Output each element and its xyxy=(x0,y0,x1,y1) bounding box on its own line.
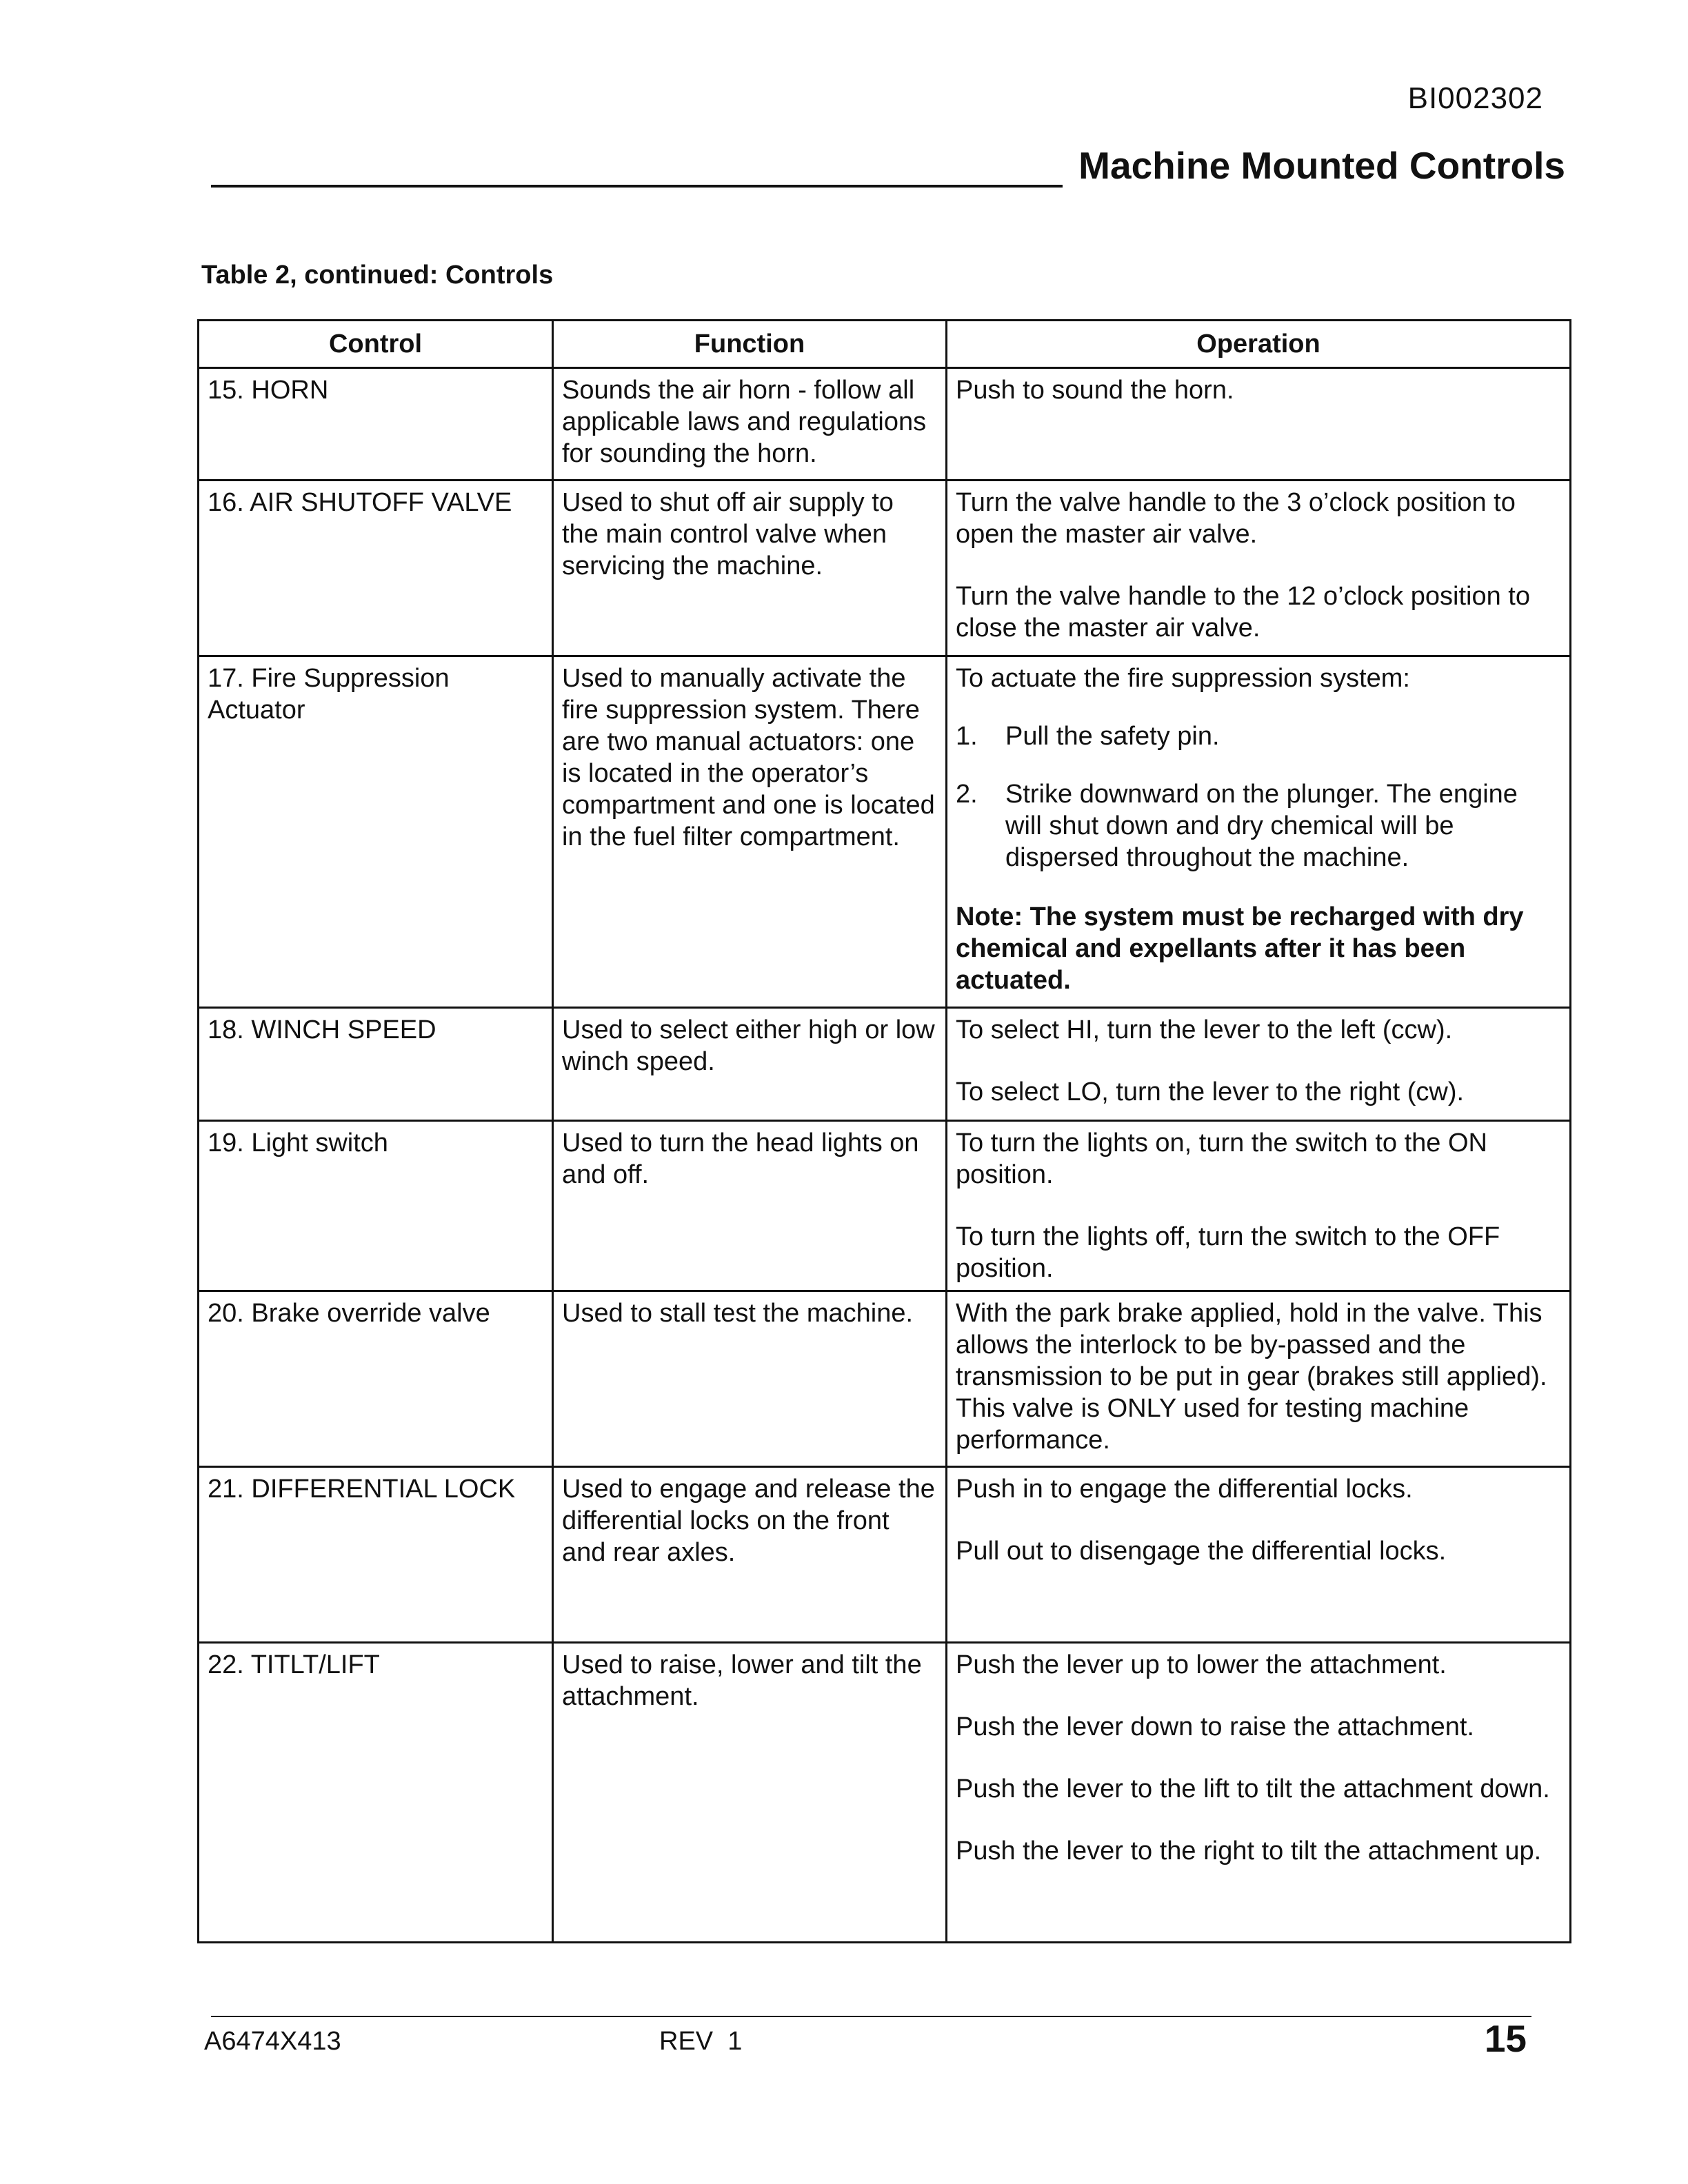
column-header-operation: Operation xyxy=(947,321,1571,368)
operation-intro: To actuate the fire suppression system: xyxy=(956,664,1410,693)
step-text: Strike downward on the plunger. The engine will shut down and dry chemical will be dispersed throughout the machine. xyxy=(1005,780,1518,872)
column-header-function: Function xyxy=(553,321,947,368)
footer-revision: REV 1 xyxy=(659,2027,743,2056)
header-rule xyxy=(211,185,1063,188)
operation-cell xyxy=(947,1008,1571,1121)
function-cell: Used to manually activate the fire suppression system. There are two manual actuators: one is located in the operator’s compartment and one is located in the fuel filter compartment. xyxy=(553,656,947,1008)
operation-text: Pull out to disengage the differential locks. xyxy=(956,1537,1447,1566)
control-cell: 17. Fire Suppression Actuator xyxy=(199,656,553,1008)
function-cell: Used to turn the head lights on and off. xyxy=(553,1121,947,1291)
function-cell: Used to select either high or low winch speed. xyxy=(553,1008,947,1121)
table-row xyxy=(199,1291,1571,1467)
operation-cell xyxy=(947,1121,1571,1291)
function-cell: Used to raise, lower and tilt the attachment. xyxy=(553,1643,947,1943)
operation-text: Turn the valve handle to the 3 o’clock position to open the master air valve. xyxy=(956,488,1516,549)
document-id: BI002302 xyxy=(1407,81,1543,115)
column-header-control: Control xyxy=(199,321,553,368)
table-row xyxy=(199,656,1571,1008)
control-cell: 19. Light switch xyxy=(199,1121,553,1291)
control-cell: 16. AIR SHUTOFF VALVE xyxy=(199,481,553,656)
page-number: 15 xyxy=(1484,2017,1527,2060)
table-header-row xyxy=(199,321,1571,368)
table-row xyxy=(199,1643,1571,1943)
list-item xyxy=(956,778,1561,873)
function-cell: Used to stall test the machine. xyxy=(553,1291,947,1467)
operation-text: To select HI, turn the lever to the left (ccw). xyxy=(956,1015,1453,1044)
table-caption: Table 2, continued: Controls xyxy=(201,261,554,290)
control-cell: 21. DIFFERENTIAL LOCK xyxy=(199,1467,553,1643)
operation-text: Turn the valve handle to the 12 o’clock position to close the master air valve. xyxy=(956,582,1530,643)
operation-cell xyxy=(947,1467,1571,1643)
operation-text: Push the lever to the lift to tilt the attachment down. xyxy=(956,1775,1550,1803)
operation-text: Push the lever up to lower the attachment. xyxy=(956,1650,1447,1679)
operation-text: Push to sound the horn. xyxy=(956,376,1234,405)
step-text: Pull the safety pin. xyxy=(1005,722,1220,751)
step-number: 1. xyxy=(956,722,978,751)
operation-note: Note: The system must be recharged with dry chemical and expellants after it has been actuated. xyxy=(956,902,1524,995)
operation-text: To turn the lights off, turn the switch to the OFF position. xyxy=(956,1222,1500,1283)
operation-text: To turn the lights on, turn the switch to the ON position. xyxy=(956,1129,1487,1189)
control-cell: 22. TITLT/LIFT xyxy=(199,1643,553,1943)
function-cell: Used to engage and release the differential locks on the front and rear axles. xyxy=(553,1467,947,1643)
operation-cell xyxy=(947,368,1571,481)
operation-cell xyxy=(947,1643,1571,1943)
function-cell: Sounds the air horn - follow all applicable laws and regulations for sounding the horn. xyxy=(553,368,947,481)
table-row xyxy=(199,1008,1571,1121)
control-cell: 18. WINCH SPEED xyxy=(199,1008,553,1121)
control-cell: 20. Brake override valve xyxy=(199,1291,553,1467)
operation-cell xyxy=(947,481,1571,656)
operation-text: Push the lever to the right to tilt the attachment up. xyxy=(956,1837,1542,1866)
footer-rule xyxy=(211,2016,1531,2017)
function-cell: Used to shut off air supply to the main control valve when servicing the machine. xyxy=(553,481,947,656)
operation-text: Push in to engage the differential locks. xyxy=(956,1475,1413,1504)
operation-cell xyxy=(947,1291,1571,1467)
table-row xyxy=(199,1121,1571,1291)
controls-table xyxy=(197,319,1571,1943)
operation-steps-list xyxy=(956,720,1561,873)
section-title: Machine Mounted Controls xyxy=(1078,144,1565,187)
operation-text: Push the lever down to raise the attachment. xyxy=(956,1712,1474,1741)
operation-cell xyxy=(947,656,1571,1008)
table-row xyxy=(199,1467,1571,1643)
operation-text: With the park brake applied, hold in the valve. This allows the interlock to be by-passed and the transmission to be put in gear (brakes still applied). This valve is ONLY used for testing machine performance. xyxy=(956,1299,1547,1455)
list-item xyxy=(956,720,1561,752)
footer-document-number: A6474X413 xyxy=(204,2027,341,2056)
control-cell: 15. HORN xyxy=(199,368,553,481)
step-number: 2. xyxy=(956,780,978,809)
table-row xyxy=(199,368,1571,481)
table-row xyxy=(199,481,1571,656)
operation-text: To select LO, turn the lever to the right (cw). xyxy=(956,1078,1465,1106)
